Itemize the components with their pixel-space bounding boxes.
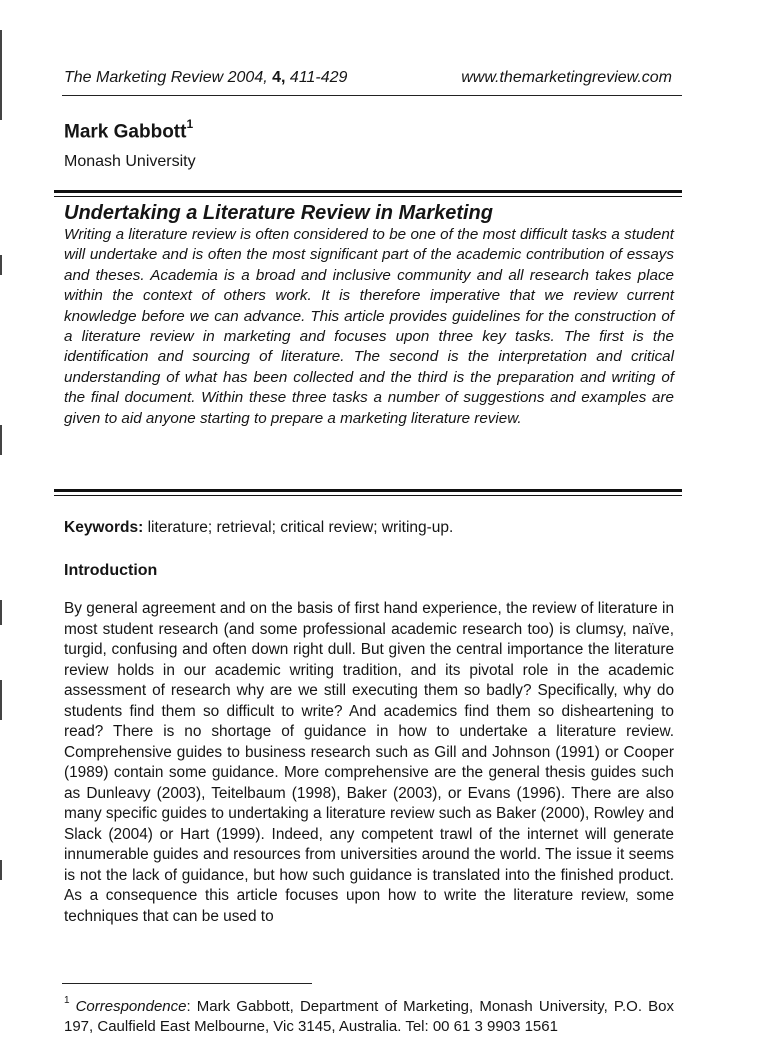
footnote-label: Correspondence bbox=[75, 998, 187, 1015]
running-header bbox=[64, 68, 672, 88]
abstract: Writing a literature review is often considered to be one of the most difficult tasks a student will undertake and is often the most significant part of the academic contribution of essays and theses. Academia is a broad and inclusive community and all research takes place within the context of others work. It is therefore imperative that we review current knowledge before we can advance. This article provides guidelines for the construction of a literature review in marketing and focuses upon three key tasks. The first is the identification and sourcing of literature. The second is the interpretation and critical understanding of what has been collected and the third is the preparation and writing of the final document. Within these three tasks a number of suggestions and examples are given to aid anyone starting to prepare a marketing literature review. bbox=[64, 226, 674, 427]
scan-edge-mark bbox=[0, 680, 2, 720]
author-footnote-mark: 1 bbox=[186, 117, 194, 131]
footnote-text: : Mark Gabbott, Department of Marketing, Monash University, P.O. Box 197, Caulfield East Melbourne, Vic 3145, Australia. Tel: 00 61 3 9903 1561 bbox=[64, 998, 674, 1035]
journal-volume: 4, bbox=[272, 69, 286, 86]
scan-edge-mark bbox=[0, 30, 2, 120]
author-name: Mark Gabbott bbox=[64, 121, 187, 143]
scan-edge-mark bbox=[0, 600, 2, 625]
scan-edge-mark bbox=[0, 425, 2, 455]
keywords-line bbox=[64, 518, 453, 538]
journal-url: www.themarketingreview.com bbox=[461, 69, 672, 86]
journal-year: 2004, bbox=[227, 69, 268, 86]
author-affiliation: Monash University bbox=[64, 153, 196, 170]
section-heading-introduction: Introduction bbox=[64, 562, 158, 579]
footnote-mark: 1 bbox=[64, 995, 70, 1006]
footnote bbox=[64, 993, 674, 1037]
article-title: Undertaking a Literature Review in Marketing bbox=[64, 202, 493, 224]
introduction-paragraph: By general agreement and on the basis of first hand experience, the review of literature in most student research (and some professional academic research too) is clumsy, naïve, turgid, confusing and often down right dull. But given the central importance the literature review holds in our academic writing tradition, and its pivotal role in the academic assessment of research why are we still executing them so badly? Specifically, why do students find them so difficult to write? And academics find them so disheartening to read? There is no shortage of guidance in how to undertake a literature review. Comprehensive guides to business research such as Gill and Johnson (1991) or Cooper (1989) contain some guidance. More comprehensive are the general thesis guides such as Dunleavy (2003), Teitelbaum (1998), Baker (2003), or Evans (1996). There are also many specific guides to undertaking a literature review such as Baker (2000), Rowley and Slack (2004) or Hart (1999). Indeed, any competent trawl of the internet will generate innumerable guides and resources from universities around the world. The issue it seems is not the lack of guidance, but how such guidance is translated into the finished product. As a consequence this article focuses upon how to write the literature review, some techniques that can be used to bbox=[64, 600, 674, 925]
journal-pages: 411-429 bbox=[289, 69, 348, 86]
keywords-text: literature; retrieval; critical review; writing-up. bbox=[147, 519, 454, 536]
header-divider bbox=[62, 95, 682, 96]
scan-edge-mark bbox=[0, 860, 2, 880]
title-divider-thin bbox=[54, 196, 682, 197]
keywords-label: Keywords: bbox=[64, 519, 144, 536]
journal-citation bbox=[64, 68, 347, 88]
abstract-divider-thin bbox=[54, 495, 682, 496]
title-divider-thick bbox=[54, 190, 682, 193]
scan-edge-mark bbox=[0, 255, 2, 275]
journal-name: The Marketing Review bbox=[64, 69, 224, 86]
abstract-divider-thick bbox=[54, 489, 682, 492]
author-line bbox=[64, 115, 193, 143]
footnote-divider bbox=[62, 983, 312, 984]
